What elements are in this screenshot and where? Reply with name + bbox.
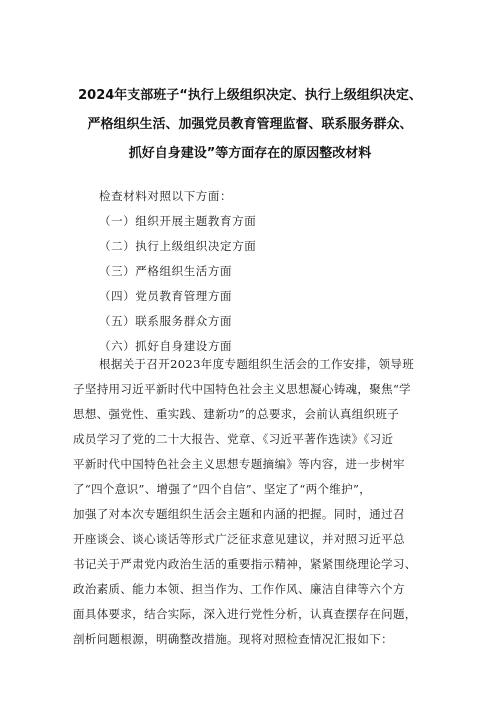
list-item: （五）联系服务群众方面 [99,314,233,328]
document-title-line-1: 2024年支部班子“执行上级组织决定、执行上级组织决定、 [78,88,422,103]
list-item: （一）组织开展主题教育方面 [99,214,257,228]
document-title-line-2: 严格组织生活、加强党员教育管理监督、联系服务群众、 [87,117,413,132]
list-item: （六）抓好自身建设方面 [99,339,233,353]
intro-paragraph: 检查材料对照以下方面： [99,189,233,203]
body-line: 剖析问题根源，明确整改措施。现将对照检查情况汇报如下： [73,632,393,646]
body-paragraph [73,356,443,656]
body-line: 书记关于严肃党内政治生活的重要指示精神，紧紧围绕理论学习、 [73,557,417,571]
body-line: 成员学习了党的二十大报告、党章、《习近平著作选读》《习近 [73,432,394,446]
aspects-list [99,213,256,363]
body-line: 政治素质、能力本领、担当作为、工作作风、廉洁自律等六个方 [73,582,405,596]
body-line: 平新时代中国特色社会主义思想专题摘编》等内容，进一步树牢 [73,457,405,471]
body-line: 子坚持用习近平新时代中国特色社会主义思想凝心铸魂，聚焦“学 [73,382,412,396]
body-line: 开座谈会、谈心谈话等形式广泛征求意见建议，并对照习近平总 [73,532,405,546]
list-item: （四）党员教育管理方面 [99,289,233,303]
body-line: 加强了对本次专题组织生活会主题和内涵的把握。同时，通过召 [73,507,405,521]
list-item: （三）严格组织生活方面 [99,264,233,278]
list-item: （二）执行上级组织决定方面 [99,239,257,253]
body-line: 思想、强党性、重实践、建新功”的总要求，会前认真组织班子 [73,407,400,421]
body-line: 了“四个意识”、增强了“四个自信”、坚定了“两个维护”， [73,482,372,496]
body-line: 根据关于召开2023年度专题组织生活会的工作安排，领导班 [99,357,415,371]
body-line: 面具体要求，结合实际，深入进行党性分析，认真查摆存在问题， [73,607,417,621]
document-title-line-3: 抓好自身建设”等方面存在的原因整改材料 [128,146,372,161]
